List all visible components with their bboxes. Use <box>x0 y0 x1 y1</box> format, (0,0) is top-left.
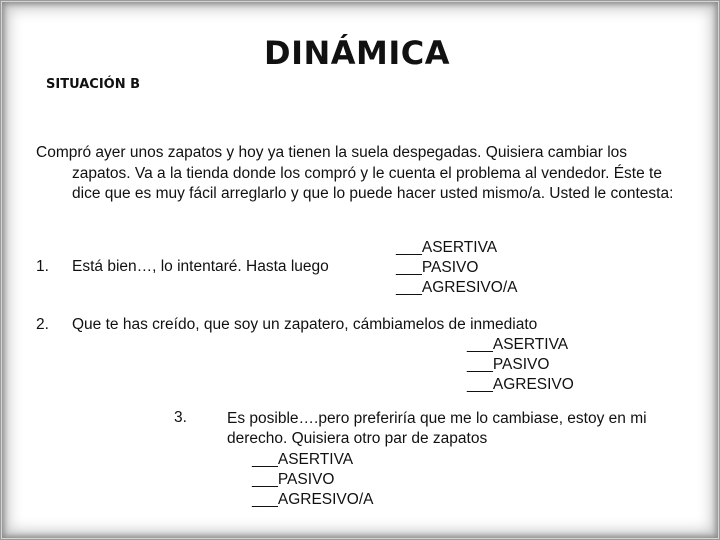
item-1-option-asertiva: ___ASERTIVA <box>396 239 498 256</box>
item-3-option-pasivo: ___PASIVO <box>252 471 335 488</box>
item-1-options <box>396 238 517 298</box>
item-2-options <box>467 335 574 395</box>
item-1-option-pasivo: ___PASIVO <box>396 259 479 276</box>
situation-label: SITUACIÓN B <box>46 77 141 92</box>
page-title: DINÁMICA <box>264 34 451 72</box>
item-3-option-agresivo: ___AGRESIVO/A <box>252 491 374 508</box>
item-1-option-agresivo: ___AGRESIVO/A <box>396 279 518 296</box>
intro-paragraph: Compró ayer unos zapatos y hoy ya tienen la suela despegadas. Quisiera cambiar los zapatos. Va a la tienda donde los compró y le cuenta el problema al vendedor. Éste te dice que es muy fácil arreglarlo y que lo puede hacer usted mismo/a. Usted le contesta: <box>36 144 674 202</box>
item-3-statement: Es posible….pero preferiría que me lo cambiase, estoy en mi derecho. Quisiera otro par de zapatos <box>227 410 647 447</box>
item-2-option-pasivo: ___PASIVO <box>467 356 550 373</box>
item-1-number: 1. <box>36 258 49 275</box>
item-3-options <box>252 450 373 510</box>
item-2-statement: Que te has creído, que soy un zapatero, cámbiamelos de inmediato <box>72 316 538 333</box>
item-1-statement: Está bien…, lo intentaré. Hasta luego <box>72 258 329 275</box>
item-2-option-asertiva: ___ASERTIVA <box>467 336 569 353</box>
item-2-number: 2. <box>36 316 49 333</box>
item-2-option-agresivo: ___AGRESIVO <box>467 376 574 393</box>
item-3-number: 3. <box>174 409 187 426</box>
item-3-option-asertiva: ___ASERTIVA <box>252 451 354 468</box>
